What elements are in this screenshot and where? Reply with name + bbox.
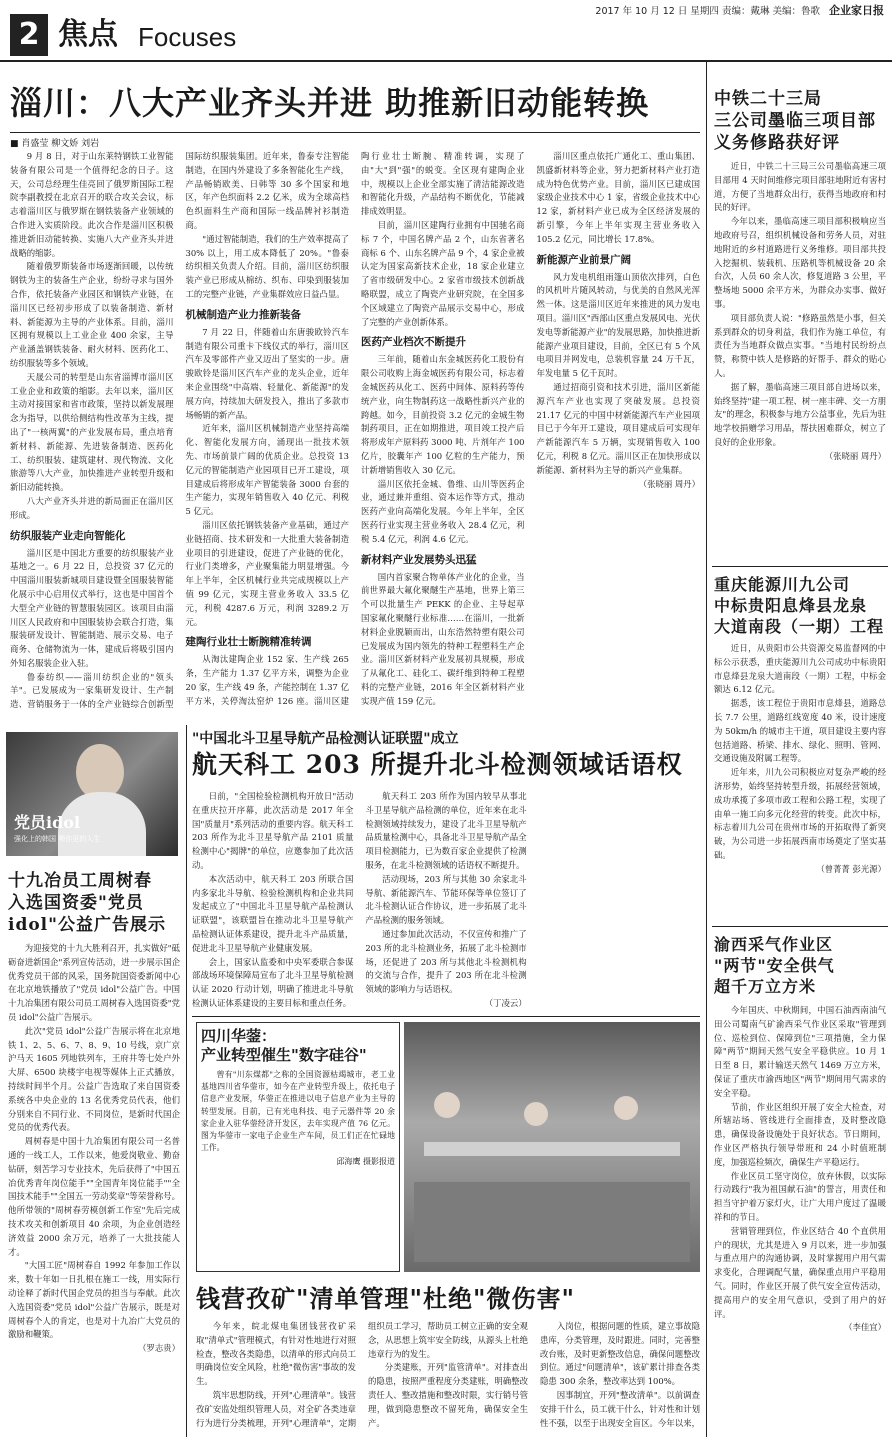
anti-paragraph: 今年来，皖北煤电集团钱营孜矿采取"清单式"管理模式，有针对性地进行对照检查，整改各类隐患，以清单的形式向员工明确岗位安全风险，杜绝"微伤害"事故的发生。	[196, 1321, 356, 1387]
chongqing-paragraph: 近年来，川九公司积极应对复杂严峻的经济形势，始终坚持转型升级，拓展经营领域，成功承揽了多项市政工程和公路工程，实现了由单一施工向多元化经营的转变。此次中标，标志着川九公司在贵州市场的开拓取得了新突破，为公司进一步拓展西南市场奠定了坚实基础。	[714, 767, 886, 860]
yuxi-headline-line1: 渝西采气作业区	[714, 935, 834, 954]
portrait-photo	[6, 732, 178, 856]
lead-credit: （张晓丽 周丹）	[638, 478, 700, 489]
yuxi-paragraph: 营销管理到位，作业区结合 40 个直供用户的现状，尤其是进入 9 月以来，进一步加强与重点用户的沟通协调，及时掌握用户用气需求变化，合理调配气量，确保重点用户平稳用气。同时，作业区开展了供气安全宣传活动，提高用户的安全用气意识，受到了用户的好评。	[714, 1225, 886, 1319]
lead-paragraph: 鲁泰纺织——淄川纺织企业的"领头羊"。已发展成为一家集研发设计、生产制造、营销服务于一体的全产业链综合创新型国际纺织服装集团。近年来，鲁泰专注智能制造，在国内外建设了多条智能化生产线，产品畅销欧美、日韩等 30 多个国家和地区，年产色织面料 2.2 亿米，成为全球高档色织面料生产商和国际一线品牌衬衫制造商。	[10, 151, 349, 710]
page-number: 2	[10, 14, 48, 56]
lead-paragraph: 淄川区依托金城、鲁维、山川等医药企业，通过兼并重组、资本运作等方式，推动医药产业向高端化发展。今年上半年，全区医药行业实现主营业务收入 28.4 亿元，利税 5.4 亿元，利润 4.6 亿元。	[361, 478, 525, 544]
idol-headline-line1: 十九冶员工周树春	[8, 871, 152, 891]
beidou-paragraph: 航天科工 203 所作为国内较早从事北斗卫星导航产品检测的单位，近年来在北斗检测领域持续发力，建设了北斗卫星导航产品质量检测中心，具备北斗卫星导航产品全项目检测能力，已为数百家企业提供了检测服务，在北斗检测领域的话语权不断提升。	[365, 791, 527, 870]
lead-subhead: 医药产业档次不断提升	[361, 336, 466, 349]
beidou-paragraph: 通过参加此次活动，不仅宣传和推广了 203 所的北斗检测业务，拓展了北斗检测市场，还促进了 203 所与其他北斗检测机构的交流与合作，提升了 203 所在北斗检测领域的影响力与话语权。	[365, 928, 527, 995]
lead-paragraph: 淄川区依托钢铁装备产业基础，通过产业链招商、技术研发和一大批重大装备制造业项目的引进建设，促进了产业链的优化，行业门类增多，产业聚集能力明显增强。今年上半年，全区机械行业共完成规模以上产值 99 亿元，实现主营业务收入 33.5 亿元，利税 4287.6 万元，利润 3289.2 万元。	[185, 519, 349, 627]
lead-paragraph: 淄川区是中国北方重要的纺织服装产业基地之一。6 月 22 日，总投资 37 亿元的中国淄川服装新城项目建设暨全国服装智能化展示中心启用仪式举行，这也是中国首个大型全产业链的智慧服装园区。该项目由淄川区人民政府和中国服装协会联合打造，集服装研发设计、智能制造、展示交易、电子商务、仓储物流为一体，建成后将吸引国内外知名服装企业入驻。	[10, 547, 174, 668]
lead-subhead: 机械制造产业力推新装备	[185, 308, 301, 321]
yuxi-headline	[714, 934, 886, 997]
sichuan-credit: 邱海鹰 摄影报道	[336, 1157, 395, 1167]
beidou-rule	[192, 1016, 700, 1017]
idol-paragraph: 周树春是中国十九冶集团有限公司一名普通的一线工人，工作以来，他爱岗敬业、勤奋钻研，刻苦学习专业技术，先后获得了"中国五冶优秀青年岗位能手""全国青年岗位能手""全国技术能手""全国五一劳动奖章"等荣誉称号。他所带领的"周树春劳模创新工作室"先后完成技术攻关和创新项目 40 余项，为企业创造经济效益 2000 余万元，培养了一大批技能人才。	[8, 1136, 180, 1257]
sichuan-caption: 曾有"川东煤都"之称的全国资源枯竭城市，老工业基地四川省华蓥市，如今在产业转型升级上，依托电子信息产业发展，华蓥正在推进以电子信息产业为主导的转型发展。目前，已有光电科技、电子元器件等 20 余家企业入驻华蓥经济开发区，去年实现产值 76 亿元。图为华蓥市一家电子企业生产车间，员工们正在忙碌地工作。	[201, 1070, 395, 1153]
idol-paragraph: 为迎接党的十九大胜利召开，扎实做好"砥砺奋进新国企"系列宣传活动，进一步展示国企优秀党员干部的风采，国务院国资委新闻中心在北京地铁播放了"党员 idol"公益广告。中国十九冶集团有限公司员工周树春入选国资委"党员 idol"公益广告展示。	[8, 943, 180, 1022]
crcc-article-body	[714, 160, 886, 560]
chongqing-headline	[714, 574, 886, 637]
yuxi-headline-line2: "两节"安全供气	[714, 956, 835, 975]
lead-headline: 淄川：八大产业齐头并进 助推新旧动能转换	[10, 84, 650, 122]
anti-paragraph: 分类建账，开列"监管清单"。对排查出的隐患，按照严重程度分类建账，明确整改责任人、整改措施和整改时限，实行销号管理，做到隐患整改不留死角，确保安全生产。	[368, 1362, 528, 1428]
section-title-en: Focuses	[138, 22, 237, 52]
idol-headline-line3: idol"公益广告展示	[8, 915, 166, 935]
lead-paragraph: 八大产业齐头并进的新局面正在淄川区形成。	[10, 495, 174, 520]
anti-paragraph: 因事制宜，开列"整改清单"。以前调查安排干什么，员工就干什么，针对性和计划性不强，以至于出现安全盲区。今年以来，	[540, 1389, 700, 1428]
worker-shape	[524, 1102, 548, 1126]
lead-paragraph: 三年前，随着山东金城医药化工股份有限公司收购上海金城医药有限公司，标志着金城医药从化工、医药中间体、原料药等传统产业，向生物制药这一战略性新兴产业的跨越。如今，目前投资 3.2 亿元的金城生物制药项目，正在如期推进，项目竣工投产后将形成年产原料药 3000 吨、片剂年产 100 亿片，胶囊年产 100 亿粒的生产能力，预计新增销售收入 30 亿元。	[361, 354, 525, 475]
idol-headline	[8, 870, 180, 936]
crcc-credit: （张晓丽 周丹）	[824, 450, 886, 461]
lead-subhead: 新能源产业前景广阔	[536, 253, 631, 266]
crcc-headline-line1: 中铁二十三局	[714, 89, 822, 109]
anti-paragraph: 入岗位，根据问题的性质，建立事故隐患库，分类管理，及时跟进。同时，完善整改台账，及时更新整改信息，确保问题整改到位。通过"问题清单"，该矿累计排查各类隐患 300 余条，整改率达到 100%。	[540, 1321, 700, 1387]
anti-article-body	[196, 1320, 700, 1434]
lead-byline: ■ 肖盛莹 柳文娇 刘岩	[10, 139, 100, 148]
worker-shape	[434, 1092, 460, 1118]
anti-paragraph: 筑牢思想防线，开列"心理清单"。钱营孜矿安监处组织管理人员，对全矿各类违章行为进行分类梳理，开列"心理清单"，定期组织员工学习，帮助员工树立正确的安全观念，从思想上筑牢安全防线，从源头上杜绝违章行为的发生。	[196, 1321, 528, 1428]
yuxi-article-body	[714, 1004, 886, 1434]
lead-paragraph: 淄川区重点依托广通化工、重山集团、凯盛新材料等企业，努力把新材料产业打造成为特色优势产业。目前，淄川区已建成国家级企业技术中心 1 家，省级企业技术中心 12 家，新材料产业已成为全区经济发展的新引擎，今年上半年实现主营业务收入 105.2 亿元，同比增长 17.8%。	[536, 151, 700, 244]
lead-paragraph: 9 月 8 日，对于山东莱特钢铁工业智能装备有限公司是一个值得纪念的日子。这天，公司总经理生佳亮回了俄罗斯国际工程院李副教授在北京召开的联合攻关会议，标志着淄川区与俄罗斯在钢铁装备产业领域的合作进入实质阶段。此次合作是淄川区积极推进新旧动能转换、实施八大产业齐头并进战略的缩影。	[10, 151, 174, 258]
beidou-paragraph: 会上，国家认监委和中央军委联合参谋部战场环境保障局宣布了北斗卫星导航检测认证 2020 行动计划，明确了推进北斗导航检测认证体系建设的主要目标和重点任务。	[192, 956, 354, 1008]
lead-paragraph: 从淘汰建陶企业 152 家、生产线 265 条，生产能力 1.37 亿平方米，调整为企业 20 家，生产线 49 条，产能控制在 1.37 亿平方米，关停淘汰窑炉 126 座。淄川区建陶行业壮士断腕、精准转调，实现了由"大"到"强"的蜕变。全区现有建陶企业中，规模以上企业全部实施了清洁能源改造和智能化升级，产品结构不断优化，节能减排成效明显。	[185, 151, 525, 706]
idol-article-body	[8, 942, 180, 1432]
lead-paragraph: 天晟公司的转型是山东省淄博市淄川区工业企业和政策的缩影。去年以来，淄川区主动对接国家和省市政策，坚持以新发展理念为指导，以供给侧结构性改革为主线，提出了"一核两翼"的产业发展布局，重点培育新材料、新能源、先进装备制造、医药化工、纺织服装、建筑建材、现代物流、文化旅游等八大产业，加快推进产业转型升级和新旧动能转换。	[10, 371, 174, 493]
idol-paragraph: "大国工匠"周树春自 1992 年参加工作以来，数十年如一日扎根在施工一线，用实际行动诠释了新时代国企党员的担当与奉献。此次入选国资委"党员 idol"公益广告展示，既是对周树春个人的肯定，也是对十九冶广大党员的激励和鞭策。	[8, 1260, 180, 1340]
beidou-kicker: "中国北斗卫星导航产品检测认证联盟"成立	[192, 731, 459, 746]
chongqing-paragraph: 近日，从贵阳市公共资源交易监督网的中标公示获悉，重庆能源川九公司成功中标贵阳市息烽县龙泉大道南段（一期）工程，中标金额达 6.12 亿元。	[714, 643, 886, 695]
lead-paragraph: 7 月 22 日，伴随着山东唐骏欧铃汽车制造有限公司重卡下线仪式的举行，淄川区汽车及零部件产业又迈出了坚实的一步。唐骏欧铃是淄川区汽车产业的龙头企业，近年来企业围绕"中高端、轻量化、新能源"的发展方向，持续加大研发投入，推出了多款市场畅销的新产品。	[185, 326, 349, 420]
lead-subhead: 建陶行业壮士断腕精准转调	[185, 636, 312, 649]
beidou-paragraph: 本次活动中，航天科工 203 所联合国内多家北斗导航、检验检测机构和企业共同发起成立了"中国北斗卫星导航产品检测认证联盟"，该联盟旨在推动北斗卫星导航产品检测认证体系建设，提升北斗产品质量，促进北斗卫星导航产业健康发展。	[192, 873, 354, 953]
chongqing-paragraph: 据悉，该工程位于贵阳市息烽县，道路总长 7.7 公里，道路红线宽度 40 米，设计速度为 50km/h 的城市主干道，项目建设主要内容包括道路、桥梁、排水、绿化、照明、管网、交通设施及附属工程等。	[714, 698, 886, 764]
lead-paragraph: 近年来，淄川区机械制造产业坚持高端化、智能化发展方向，涌现出一批技术领先、市场前景广阔的优质企业。总投资 13 亿元的智能制造产业园项目已开工建设，项目建成后将形成年产智能装备 3000 台套的生产能力，实现年销售收入 40 亿元、利税 5 亿元。	[185, 423, 349, 517]
yuxi-paragraph: 作业区员工坚守岗位，放弃休假，以实际行动践行"我为祖国献石油"的誓言，用责任和担当守护着万家灯火，让广大用户度过了温暖祥和的节日。	[714, 1170, 886, 1222]
paper-name: 企业家日报	[829, 4, 884, 17]
lead-rule	[10, 132, 700, 133]
chongqing-article-body	[714, 642, 886, 920]
lead-paragraph: 风力发电机组雨篷山顶依次排列，白色的风机叶片随风转动，与优美的自然风光浑然一体。这是淄川区近年来推进的风力发电项目。淄川区"西部山区重点发展风电、光伏发电等新能源产业"的发展思路，加快推进新能源产业项目建设，目前，全区已有 5 个风电项目并网发电，总装机容量 24 万千瓦，年发电量 5 亿千瓦时。	[536, 271, 700, 379]
anti-headline: 钱营孜矿"清单管理"杜绝"微伤害"	[196, 1284, 576, 1313]
factory-photo	[404, 1022, 700, 1272]
lead-paragraph: 国内首家聚合物单体产业化的企业，当前世界最大氟化聚醚生产基地，世界上第三个可以批量生产 PEKK 的企业、主导起草国家氟化聚醚行业标准……在淄川，一批新材料企业脱颖而出，山东浩然特塑有限公司已发展成为国内领先的特种工程塑料生产企业。淄川区新材料产业发展初具规模，形成了从氟化工、硅化工、碳纤维到特种工程塑料的完整产业链，2016 年全区新材料产业实现产值 159 亿元。	[361, 571, 525, 706]
lead-paragraph: 随着俄罗斯装备市场逐渐回暖，以传统钢铁为主的装备生产企业，纷纷寻求与国外合作，依托装备产业园区和钢铁产业链，在淄川区已经初步形成了以装备制造、新材料、新能源为主导的产业体系。目前，淄川区拥有规模以上工业企业 400 余家，主导产业涵盖钢铁装备、耐火材料、医药化工、纺织服装等多个领域。	[10, 261, 174, 368]
chongqing-headline-line3: 大道南段（一期）工程	[714, 617, 885, 636]
beidou-article-body	[192, 790, 700, 1012]
crcc-headline-line3: 义务修路获好评	[714, 133, 840, 153]
issue-date: 2017 年 10 月 12 日	[595, 6, 688, 17]
chongqing-headline-line2: 中标贵阳息烽县龙泉	[714, 596, 868, 615]
issue-weekday: 星期四	[690, 6, 719, 17]
sichuan-title-2: 产业转型催生"数字硅谷"	[201, 1046, 367, 1064]
workbench-shape	[424, 1142, 680, 1156]
lead-article-body	[10, 150, 700, 720]
yuxi-paragraph: 节前，作业区组织开展了安全大检查，对所辖站场、管线进行全面排查，及时整改隐患，确保设备设施处于良好状态。节日期间，作业区严格执行领导带班和 24 小时值班制度，加强巡检频次，确保生产平稳运行。	[714, 1101, 886, 1167]
floor-shape	[414, 1182, 690, 1262]
beidou-paragraph: 活动现场，203 所与其他 30 余家北斗导航、新能源汽车、节能环保等单位签订了北斗检测认证合作协议，进一步拓展了北斗产品检测的服务领域。	[365, 873, 527, 926]
yuxi-credit: （李佳宜）	[844, 1322, 886, 1333]
lead-subhead: 新材料产业发展势头迅猛	[361, 553, 477, 566]
idol-credit: （罗志贵）	[138, 1343, 180, 1354]
lead-paragraph: 通过招商引资和技术引进，淄川区新能源汽车产业也实现了突破发展。总投资 21.17 亿元的中国中材新能源汽车产业园项目已于今年开工建设，项目建成后可实现年产新能源汽车 5 万辆，实现销售收入 100 亿元，利税 8 亿元。淄川区正在加快形成以新能源、新材料为主导的新兴产业集群。	[536, 381, 700, 475]
right-rule-2	[712, 926, 888, 927]
left-column-divider	[186, 725, 187, 1437]
beidou-headline: 航天科工 203 所提升北斗检测领域话语权	[192, 750, 683, 779]
sichuan-box	[196, 1022, 400, 1272]
chongqing-credit: （曾菁菁 彭光源）	[816, 863, 886, 874]
crcc-headline	[714, 88, 886, 154]
masthead	[0, 0, 892, 62]
chongqing-headline-line1: 重庆能源川九公司	[714, 575, 851, 594]
photo-caption-big: 党员idol	[14, 813, 81, 832]
crcc-paragraph: 近日，中铁二十三局三公司墨临高速三项目部用 4 天时间维修完项目部驻地附近有害村道，方便了当地群众出行，获得当地政府和村民的好评。	[714, 161, 886, 213]
beidou-paragraph: 日前，"全国检验检测机构开放日"活动在重庆拉开序幕，此次活动是 2017 年全国"质量月"系列活动的重要内容。航天科工 203 所作为北斗卫星导航产品 2101 质量检测中心"揭牌"的单位，应邀参加了此次活动。	[192, 791, 354, 870]
crcc-paragraph: 今年以来，墨临高速三项目部积极响应当地政府号召，组织机械设备和劳务人员，对驻地附近的乡村道路进行义务维修。项目部共投入挖掘机、装载机、压路机等机械设备 20 余台次，人员 60 余人次，修复道路 3 公里，平整场地 5000 余平方米，为群众办实事、做好事。	[714, 216, 886, 309]
right-rule-1	[712, 566, 888, 567]
crcc-paragraph: 项目部负责人说："修路虽然是小事，但关系到群众的切身利益，我们作为施工单位，有责任为当地群众做点实事。"当地村民纷纷点赞，称赞中铁人是修路的好帮手、群众的贴心人。	[714, 312, 886, 378]
lead-paragraph: "通过智能制造，我们的生产效率提高了 30% 以上，用工成本降低了 20%。"鲁泰纺织相关负责人介绍。目前，淄川区纺织服装产业已形成从棉纺、织布、印染到服装加工的完整产业链，产业集群效应日益凸显。	[185, 233, 349, 299]
photo-caption-small: 强化上的韩国 喂你更的人生	[14, 835, 101, 843]
crcc-headline-line2: 三公司墨临三项目部	[714, 111, 876, 131]
section-title: 焦点	[58, 17, 118, 52]
editors: 责编：戴琳 美编：鲁歌	[721, 6, 820, 17]
dateline	[595, 2, 884, 18]
yuxi-paragraph: 今年国庆、中秋期间，中国石油西南油气田公司蜀南气矿渝西采气作业区采取"管理到位、巡检到位、保障到位"三项措施，全力保障"两节"期间天然气安全平稳供应。10 月 1 日至 8 日，累计输送天然气 1469 万立方米，保证了重庆市渝西地区"两节"期间用气需求的安全平稳。	[714, 1005, 886, 1098]
masthead-rule	[0, 60, 892, 62]
column-divider	[706, 62, 707, 1437]
idol-headline-line2: 入选国资委"党员	[8, 893, 144, 913]
lead-paragraph: 目前，淄川区建陶行业拥有中国驰名商标 7 个，中国名牌产品 2 个，山东省著名商标 6 个、山东名牌产品 9 个，4 家企业被认定为国家高新技术企业，18 家企业建立了省市级研发中心。2 家省市级技术创新战略联盟，成立了陶瓷产业研究院，在全国多个区域建立了陶瓷产品展示交易中心，形成了完整的产业创新体系。	[361, 219, 525, 327]
beidou-credit: （丁凌云）	[484, 997, 527, 1008]
lead-subhead: 纺织服装产业走向智能化	[10, 529, 126, 542]
sichuan-title-1: 四川华蓥：	[201, 1027, 277, 1045]
idol-paragraph: 此次"党员 idol"公益广告展示将在北京地铁 1、2、5、6、7、8、9、10 号线，京广京沪马天 1605 列地铁列车，王府井等七处户外大屏、6500 块楼宇电视等媒体上正式播放，持续时间半个月。公益广告选取了来自国资委系统各中央企业的 13 名优秀党员代表，他们分别来自不同行业、不同岗位，是新时代国企党员的优秀代表。	[8, 1025, 180, 1133]
crcc-paragraph: 据了解，墨临高速三项目部自进场以来，始终坚持"建一项工程、树一座丰碑、交一方朋友"的理念，积极参与地方公益事业，先后为驻地学校捐赠学习用品，帮扶困难群众，树立了良好的企业形象。	[714, 381, 886, 447]
worker-shape	[614, 1096, 638, 1120]
yuxi-headline-line3: 超千万立方米	[714, 977, 817, 996]
